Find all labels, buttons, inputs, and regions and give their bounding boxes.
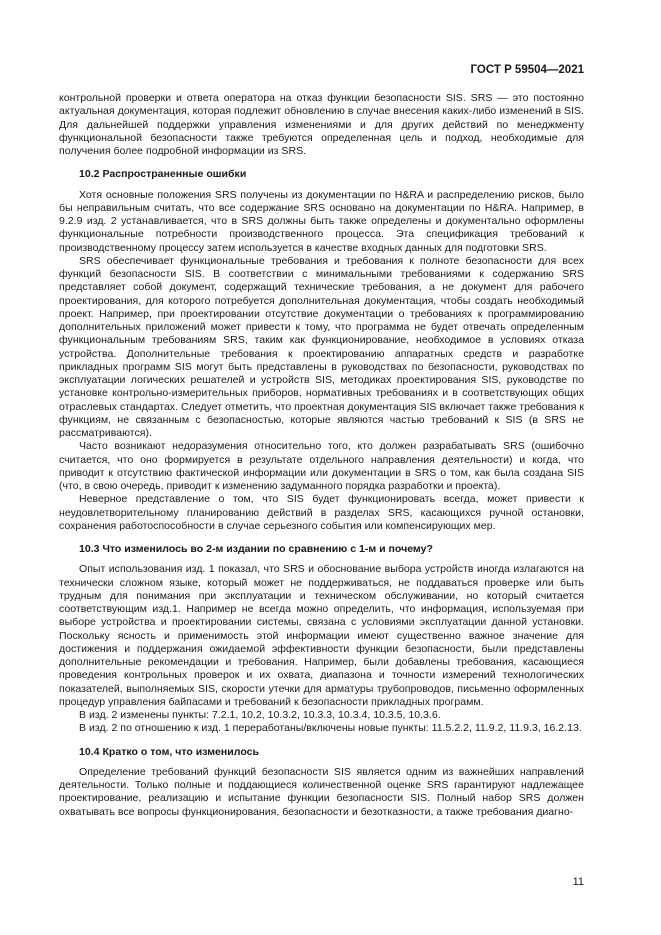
section-10-2-paragraph-2: SRS обеспечивает функциональные требования и требования к полноте безопасности для всех функций безопасности SIS. В соответствии с минимальными требованиями к содержанию SRS представляет собой документ, содержащий технические требования, а не документ для рабочего проектирования, для которого потребуется дополнительная документация, чтобы создать необходимый проект. Например, при проектировании отсутствие документации о требованиях к программированию дополнительных приложений может привести к тому, что программа не будет отвечать определенным функциональным требованиям SRS, таким как функционирование, необходимое в условиях отказа устройства. Дополнительные требования к проектированию аппаратных средств и разработке прикладных программ SIS могут быть представлены в руководствах по безопасности, руководствах по эксплуатации логических решателей и устройств SIS, методиках проектирования SIS, руководстве по установке контрольно-измерительных приборов, нормативных требованиях и в соответствующих общих отраслевых стандартах. Следует отметить, что проектная документация SIS включает также требования к функциям, не связанным с безопасностью, которые являются частью требований к SIS (в SRS не рассматриваются). bbox=[59, 254, 584, 439]
section-10-3-paragraph-3: В изд. 2 по отношению к изд. 1 переработаны/включены новые пункты: 11.5.2.2, 11.9.2, 11.9.3, 16.2.13. bbox=[79, 722, 582, 735]
section-10-3-heading: 10.3 Что изменилось во 2-м издании по сравнению с 1-м и почему? bbox=[79, 543, 433, 555]
section-10-2-heading: 10.2 Распространенные ошибки bbox=[79, 168, 247, 181]
document-body bbox=[59, 92, 584, 819]
section-10-2-paragraph-3: Часто возникают недоразумения относительно того, кто должен разрабатывать SRS (ошибочно считается, что оно формируется в результате отдельного направления деятельности) и когда, что приводит к отсутствию фактической информации или документации в SRS о том, как была создана SIS (что, в свою очередь, приводит к изменению задуманного порядка разработки и проекта). bbox=[59, 440, 584, 492]
section-10-4-paragraph-1: Определение требований функций безопасности SIS является одним из важнейших направлений деятельности. Только полные и поддающиеся количественной оценке SRS гарантируют надлежащее проектирование, реализацию и испытание функции безопасности SIS. Полный набор SRS должен охватывать все вопросы функционирования, безопасности и безотказности, а также требования диагно- bbox=[59, 765, 584, 818]
document-standard-id: ГОСТ Р 59504—2021 bbox=[470, 64, 584, 76]
section-10-2-paragraph-4: Неверное представление о том, что SIS будет функционировать всегда, может привести к неудовлетворительному планированию действий в разделах SRS, касающихся ручной остановки, сохранения работоспособности в случае серьезного события или компенсирующих мер. bbox=[59, 493, 584, 532]
section-10-3-paragraph-2: В изд. 2 изменены пункты: 7.2.1, 10.2, 10.3.2, 10.3.3, 10.3.4, 10.3.5, 10.3.6. bbox=[79, 709, 441, 721]
page-number: 11 bbox=[572, 876, 584, 888]
section-10-2-paragraph-1: Хотя основные положения SRS получены из документации по H&RA и распределению рисков, было бы неправильным считать, что все содержание SRS основано на документации по H&RA. Например, в 9.2.9 изд. 2 устанавливается, что в SRS должны быть также определены и документально оформлены функциональные потребности производственного процесса. Эта спецификация требований к производственному процессу затем используется в качестве входных данных для подготовки SRS. bbox=[59, 188, 584, 254]
intro-paragraph: контрольной проверки и ответа оператора на отказ функции безопасности SIS. SRS — это постоянно актуальная документация, которая подлежит обновлению в случае внесения каких-либо изменений в SIS. Для дальнейшей поддержки управления изменениями и для других действий по менеджменту функциональной безопасности также требуются определенная цель и подход, необходимые для получения более подробной информации из SRS. bbox=[59, 92, 584, 157]
section-10-3-paragraph-1: Опыт использования изд. 1 показал, что SRS и обоснование выбора устройств иногда излагаются на технически сложном языке, который может не поддерживаться, не поддаваться проверке или быть трудным для понимания при эксплуатации и техническом обслуживании, но который считается соответствующим изд.1. Например не всегда можно определить, что информация, используемая при выборе устройства и проектировании системы, связана с условиями эксплуатации данной установки. Поскольку ясность и применимость этой информации имеют существенно важное значение для достижения и поддержания ожидаемой эффективности функции безопасности, были представлены дополнительные рекомендации и требования. Например, были добавлены требования, касающиеся проведения контрольных проверок и их охвата, диапазона и точности измерений технологических показателей, выполняемых SIS, скорости утечки для арматуры трубопроводов, письменно оформленных процедур управления байпасами и требований к безопасности прикладных программ. bbox=[59, 563, 584, 708]
section-10-4-heading: 10.4 Кратко о том, что изменилось bbox=[79, 745, 259, 758]
